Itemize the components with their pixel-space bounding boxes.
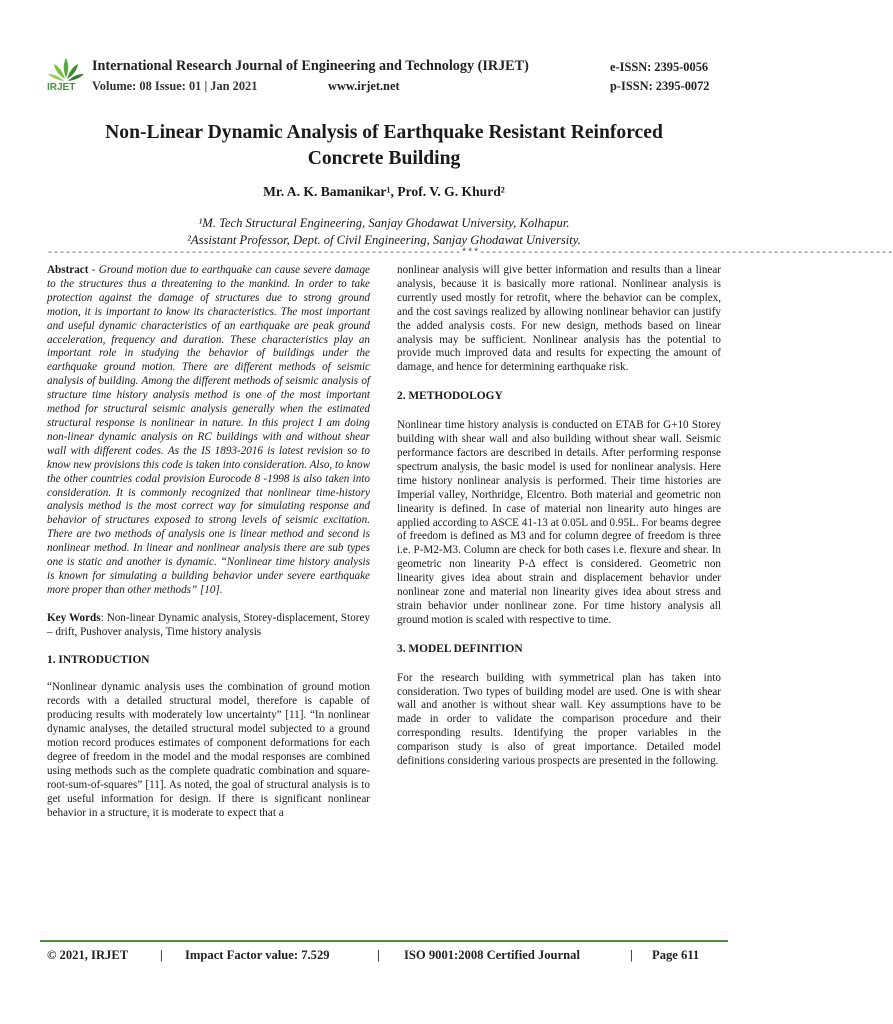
footer-iso: ISO 9001:2008 Certified Journal <box>404 948 580 962</box>
paper-title <box>40 120 728 172</box>
abstract-text: - Ground motion due to earthquake can cause severe damage to the structures thus a threatening to the mankind. In order to take protection against the damage of structures due to strong ground motion, it is important to know its characteristics. The most important and useful dynamic characteristics of an earthquake are peak ground acceleration, frequency and duration. These characteristics play an important role in studying the behavior of buildings under the earthquake ground motion. There are different methods of seismic analysis of building. Among the different methods of seismic analysis of structure time history analysis method is one of the most important method for structural seismic analysis generally when the estimated structural response is nonlinear in nature. In this project I am doing non-linear dynamic analysis on RC buildings with and without shear wall with different codes. As the IS 1893-2016 is latest revision so to know new provisions this code is taken into consideration. Also, to know the other countries codal provision Eurocode 8 -1998 is also taken into consideration. It is commonly recognized that nonlinear time-history analysis method is the most correct way for simulating response and behavior of structures exposed to strong levels of seismic excitation. There are two methods of analysis one is linear method and second is nonlinear method. In linear and nonlinear analysis there are sub types one is static and another is dynamic. “Nonlinear time history analysis is known for simulating a building behavior under severe earthquake more proper than other methods” [10]. <box>47 264 370 596</box>
title-line-2: Concrete Building <box>307 148 461 169</box>
journal-name: International Research Journal of Engineering and Technology (IRJET) <box>92 58 529 74</box>
journal-url[interactable]: www.irjet.net <box>328 79 400 93</box>
keywords <box>47 612 370 640</box>
footer-rule <box>40 940 728 942</box>
keywords-text: : Non-linear Dynamic analysis, Storey-displacement, Storey – drift, Pushover analysis, Time history analysis <box>47 611 370 638</box>
right-column <box>397 264 721 769</box>
methodology-text: Nonlinear time history analysis is conducted on ETAB for G+10 Storey building with shear wall and also building without shear wall. Seismic performance factors are described in details. After performing response spectrum analysis, the basic model is used for nonlinear analysis. Here time history nonlinear analysis is performed. Their time histories are Imperial valley, Northridge, Elcentro. Both material and geometric non linearity is defined. In case of material non linearity auto hinges are applied according to ASCE 41-13 at 0.05L and 0.95L. For beams degree of freedom is defined as M3 and for column degree of freedom is three i.e. P-M2-M3. Column are check for both cases i.e. flexure and shear. In geometric non linearity P-Δ effect is considered. Geometric non linearity gives idea about strain and displacement behavior under nonlinear zone and material non linearity gives idea about stress and strain behavior under nonlinear zone. For time history analysis all ground motion is scaled with respective to time. <box>397 419 721 626</box>
footer-impact-factor: Impact Factor value: 7.529 <box>185 948 330 962</box>
footer-separator: | <box>160 948 163 962</box>
title-line-1: Non-Linear Dynamic Analysis of Earthquake Resistant Reinforced <box>105 122 663 143</box>
footer-page-number: Page 611 <box>652 948 700 962</box>
abstract <box>47 264 370 598</box>
affiliation-1: ¹M. Tech Structural Engineering, Sanjay Ghodawat University, Kolhapur. <box>198 216 570 230</box>
logo-text: IRJET <box>47 82 76 93</box>
footer-separator: | <box>630 948 633 962</box>
introduction-continued: nonlinear analysis will give better information and results than a linear analysis, because it is basically more rational. Nonlinear analysis is currently used mostly for retrofit, where the behavior can be complex, and the cost savings realized by allowing nonlinear behavior can justify the added analysis costs. For new design, methods based on linear analysis may be sufficient. Nonlinear analysis has the potential to provide much improved data and results for expecting the amount of damage, and hence for determining earthquake risk. <box>397 264 721 374</box>
p-issn: p-ISSN: 2395-0072 <box>610 79 710 93</box>
affiliation-2: ²Assistant Professor, Dept. of Civil Engineering, Sanjay Ghodawat University. <box>187 233 581 247</box>
volume-issue: Volume: 08 Issue: 01 | Jan 2021 <box>92 79 258 93</box>
authors: Mr. A. K. Bamanikar¹, Prof. V. G. Khurd² <box>263 184 505 199</box>
model-definition-text: For the research building with symmetrical plan has taken into consideration. Two types of building model are used. One is with shear wall and another is without shear wall. Key assumptions have to be made in order to validate the comparison procedure and their corresponding results. Identifying the proper variables in the comparison study is also of great importance. Detailed model definitions considering various prospects are presented in the following. <box>397 671 721 768</box>
footer-separator: | <box>377 948 380 962</box>
left-column <box>47 264 370 821</box>
section-heading-model-definition: 3. MODEL DEFINITION <box>397 642 523 655</box>
e-issn: e-ISSN: 2395-0056 <box>610 60 709 74</box>
keywords-label: Key Words <box>47 611 101 624</box>
footer-copyright: © 2021, IRJET <box>47 948 129 962</box>
section-heading-methodology: 2. METHODOLOGY <box>397 390 503 403</box>
section-separator: ---------------------------------------------------------------------***--------------------------------------------------------------------- <box>47 248 893 259</box>
abstract-label: Abstract <box>47 264 89 276</box>
introduction-text: “Nonlinear dynamic analysis uses the combination of ground motion records with a detailed structural model, therefore is capable of producing results with moderately low uncertainty” [11]. “In nonlinear dynamic analyses, the detailed structural model subjected to a ground motion record produces estimates of component deformations for each degree of freedom in the model and the modal responses are combined using methods such as the complete quadratic combination and square-root-sum-of-squares” [11]. As noted, the goal of structural analysis is to get useful information for design. If there is significant nonlinear behavior in a structure, it is moderate to expect that a <box>47 681 370 819</box>
section-heading-introduction: 1. INTRODUCTION <box>47 653 150 666</box>
